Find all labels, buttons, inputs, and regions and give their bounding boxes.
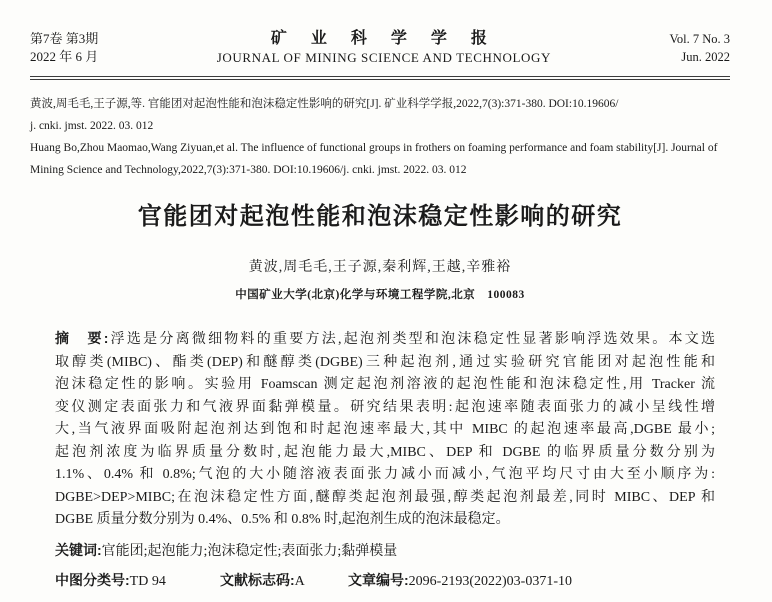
abstract-line: 取醇类(MIBC)、酯类(DEP)和醚醇类(DGBE)三种起泡剂,通过实验研究官能团对起泡性能和	[55, 354, 715, 370]
abstract-line: 起泡剂浓度为临界质量分数时,起泡能力最大,MIBC、DEP 和 DGBE 的临界质量分数分别为	[55, 444, 715, 460]
abstract-text: 浮选是分离微细物料的重要方法,起泡剂类型和泡沫稳定性显著影响浮选效果。本文选	[108, 332, 715, 347]
keywords-text: 官能团;起泡能力;泡沫稳定性;表面张力;黏弹模量	[101, 543, 398, 559]
clc-group	[55, 569, 220, 593]
article-id-label: 文章编号:	[348, 571, 409, 588]
citation-zh-line1: 黄波,周毛毛,王子源,等. 官能团对起泡性能和泡沫稳定性影响的研究[J]. 矿业科学学报,2022,7(3):371-380. DOI:10.19606/	[30, 98, 619, 110]
article-id-group	[348, 569, 715, 593]
clc-label: 中图分类号:	[55, 571, 130, 588]
citation-en-line2: Mining Science and Technology,2022,7(3):371-380. DOI:10.19606/j. cnki. jmst. 2022. 03. 012	[30, 164, 467, 176]
volume-number-en: Vol. 7 No. 3	[669, 32, 730, 46]
abstract-line: 大,当气液界面吸附起泡剂达到饱和时起泡速率最大,其中 MIBC 的起泡速率最高,DGBE 最小;	[55, 422, 715, 437]
keywords-row	[55, 539, 715, 563]
abstract-line: 变仪测定表面张力和气液界面黏弹模量。研究结果表明:起泡速率随表面张力的减小呈线性增	[55, 399, 715, 415]
citation-zh-line2: j. cnki. jmst. 2022. 03. 012	[30, 120, 154, 132]
doc-code-label: 文献标志码:	[220, 571, 295, 588]
issue-date-zh: 2022 年 6 月	[30, 49, 99, 64]
citation-block	[30, 93, 730, 181]
journal-name-zh: 矿 业 科 学 学 报	[270, 30, 497, 47]
citation-en-line1: Huang Bo,Zhou Maomao,Wang Ziyuan,et al. The influence of functional groups in frothers on foaming performance and foam stability[J]. Journal of	[30, 142, 718, 154]
abstract-line: DGBE 质量分数分别为 0.4%、0.5% 和 0.8% 时,起泡剂生成的泡沫最稳定。	[55, 512, 510, 527]
journal-name-block	[98, 30, 669, 67]
issue-volume-number: 第7卷 第3期	[30, 31, 99, 46]
header-divider	[30, 76, 730, 80]
classification-row	[55, 569, 715, 593]
doc-code-value: A	[294, 573, 305, 589]
article-id-value: 2096-2193(2022)03-0371-10	[408, 573, 572, 589]
abstract-line: 1.1%、0.4% 和 0.8%;气泡的大小随溶液表面张力减小而减小,气泡平均尺寸由大至小顺序为:	[55, 467, 715, 482]
keywords-label: 关键词:	[55, 541, 102, 558]
issue-info	[30, 30, 98, 66]
clc-value: TD 94	[129, 573, 166, 589]
author-affiliation: 中国矿业大学(北京)化学与环境工程学院,北京 100083	[235, 289, 525, 301]
journal-header	[30, 0, 730, 67]
abstract-line: DGBE>DEP>MIBC;在泡沫稳定性方面,醚醇类起泡剂最强,醇类起泡剂最差,同时 MIBC、DEP 和	[55, 489, 715, 505]
article-title: 官能团对起泡性能和泡沫稳定性影响的研究	[137, 203, 623, 230]
author-list: 黄波,周毛毛,王子源,秦利辉,王越,辛雅裕	[248, 260, 512, 275]
abstract-line: 泡沫稳定性的影响。实验用 Foamscan 测定起泡剂溶液的起泡性能和泡沫稳定性,用 Tracker 流	[55, 377, 715, 392]
abstract-label: 摘 要:	[55, 330, 109, 346]
abstract-line	[55, 327, 715, 352]
doc-code-group	[220, 569, 348, 593]
volume-info-en	[669, 30, 730, 66]
journal-name-en: JOURNAL OF MINING SCIENCE AND TECHNOLOGY	[216, 50, 551, 65]
issue-date-en: Jun. 2022	[681, 50, 730, 64]
abstract-block	[55, 327, 715, 593]
